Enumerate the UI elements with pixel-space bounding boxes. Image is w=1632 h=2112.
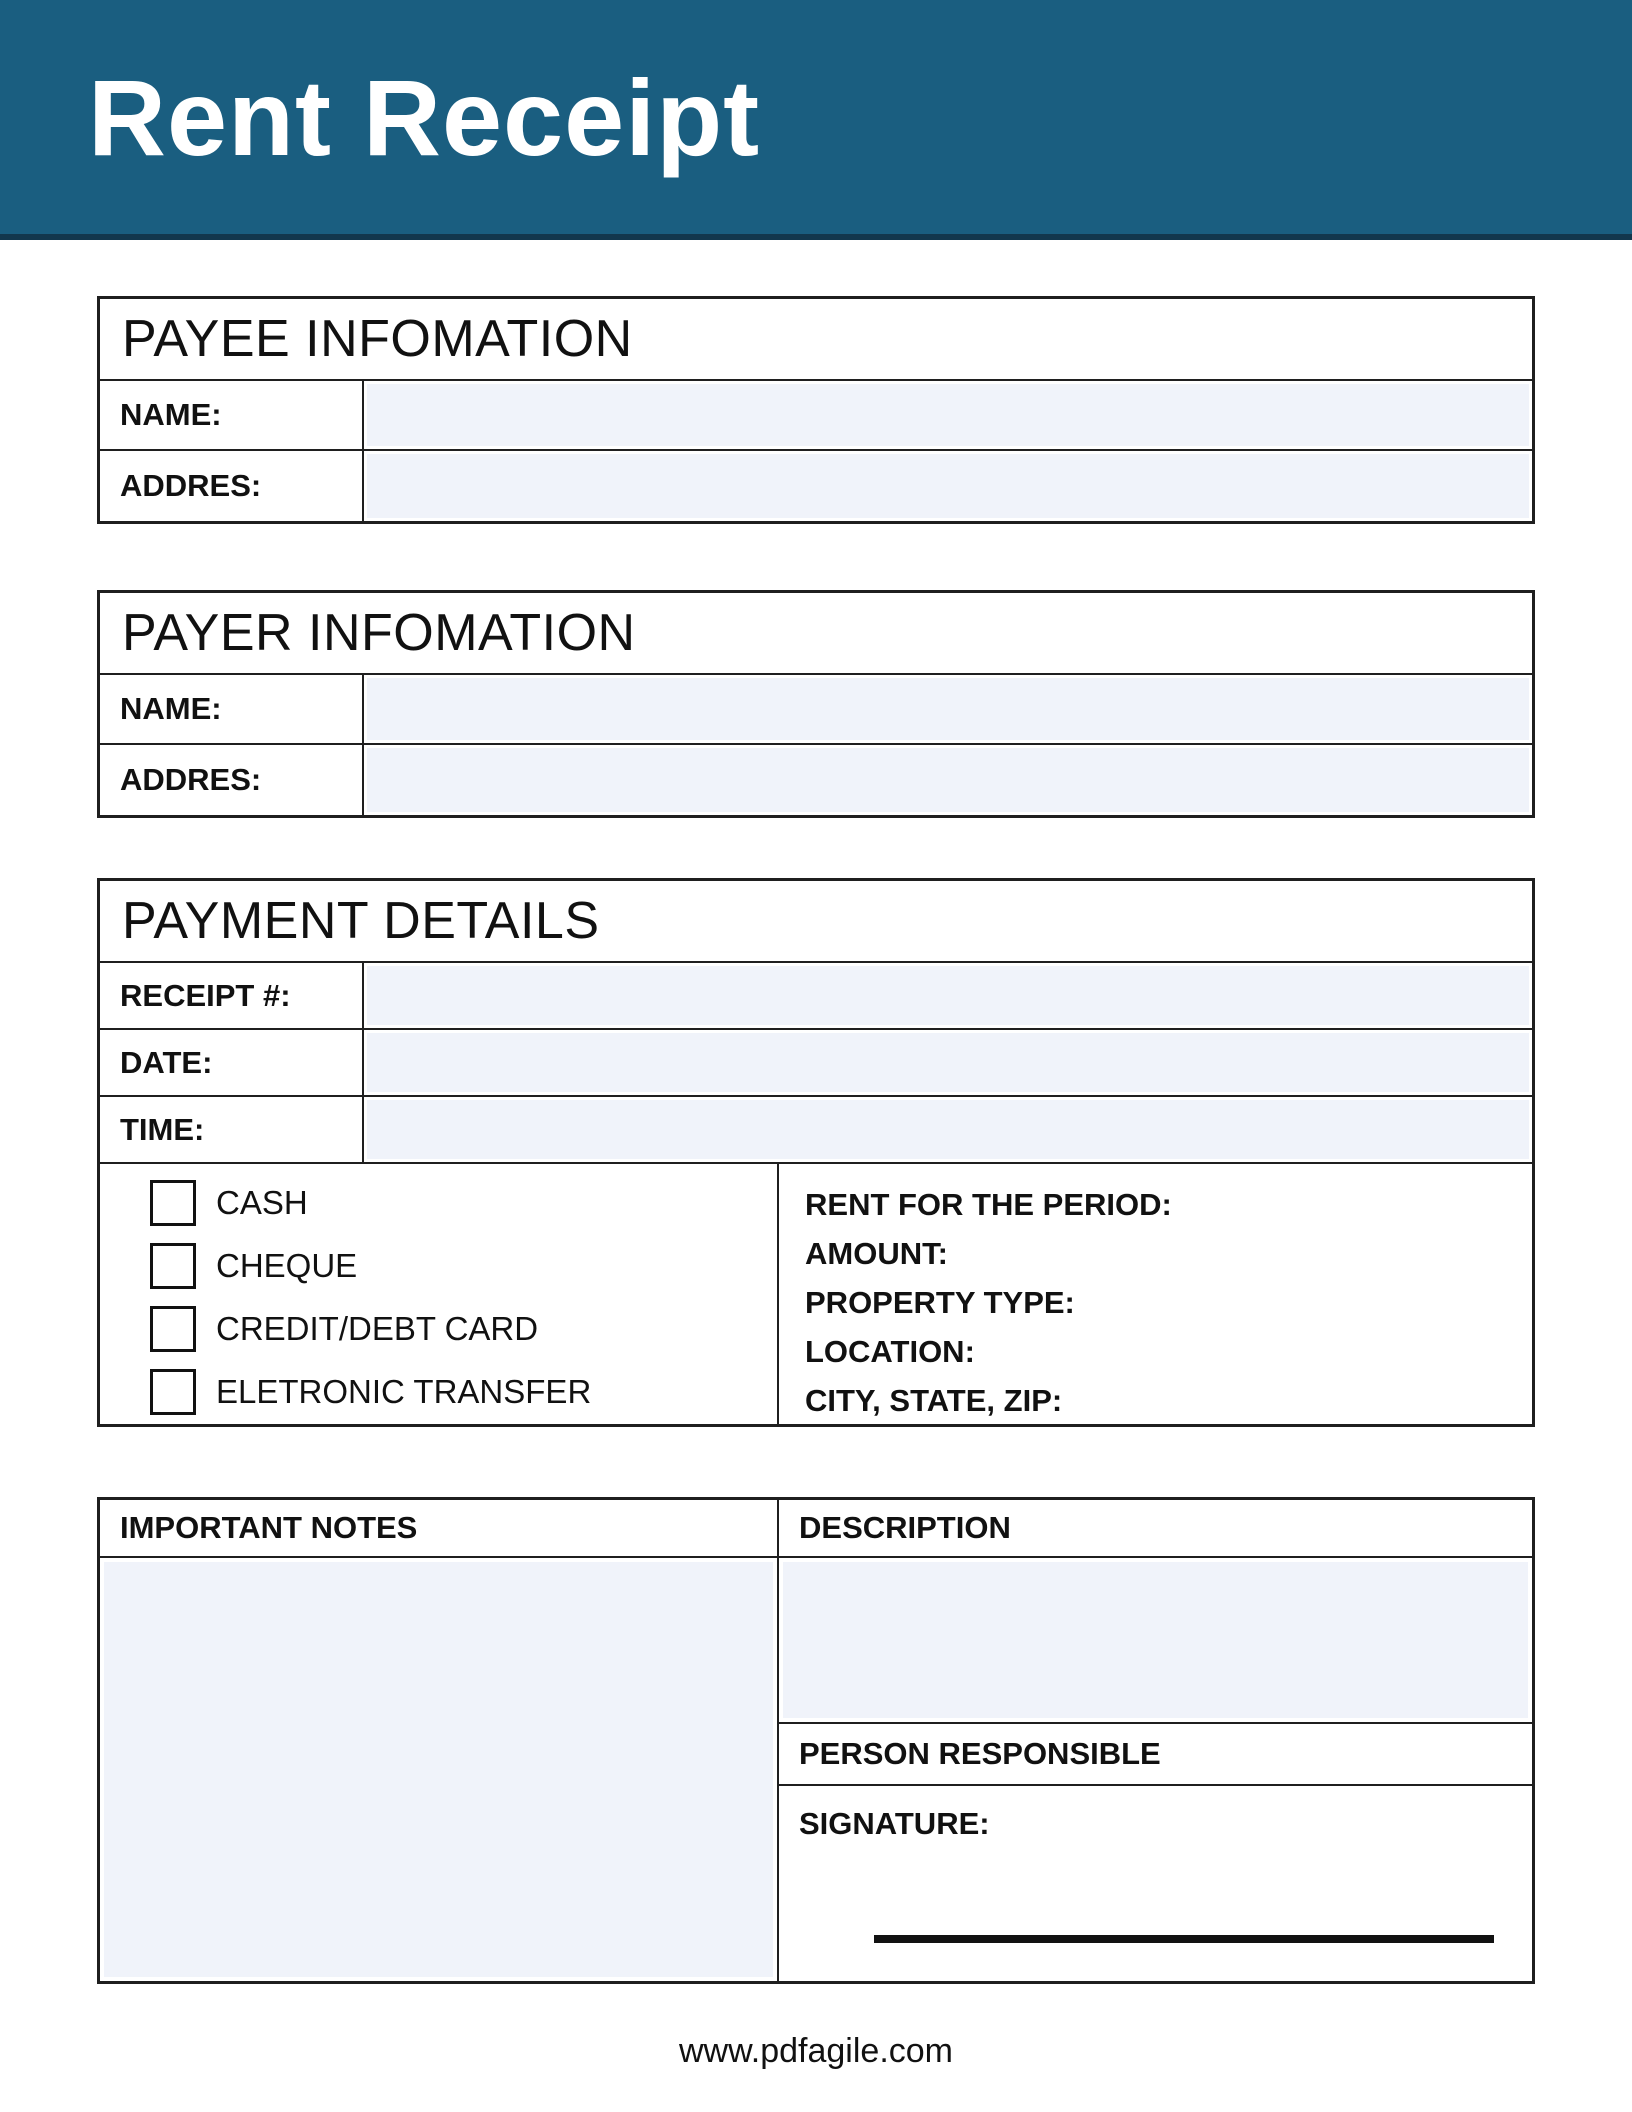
payer-name-label-cell [100,675,364,743]
property-type-label: PROPERTY TYPE: [805,1285,1075,1320]
payee-info-section [97,296,1535,524]
important-notes-area[interactable] [100,1558,777,1981]
description-header: DESCRIPTION [799,1510,1011,1545]
table-row [100,745,1532,815]
payer-section-title: PAYER INFOMATION [122,604,636,662]
payer-address-field[interactable] [364,745,1532,815]
table-row [100,675,1532,745]
rent-period-label: RENT FOR THE PERIOD: [805,1187,1172,1222]
description-header-row [779,1500,1532,1558]
electronic-transfer-label: ELETRONIC TRANSFER [216,1373,592,1410]
signature-cell [779,1786,1532,1981]
location-label: LOCATION: [805,1334,975,1369]
description-column [779,1500,1532,1981]
payer-section-header [100,593,1532,675]
payee-name-label: NAME: [120,397,222,432]
payment-methods-cell [100,1164,779,1424]
payment-method-row [100,1164,1532,1424]
cash-label: CASH [216,1184,308,1221]
payer-address-label-cell [100,745,364,815]
footer-url[interactable]: www.pdfagile.com [678,2032,953,2070]
time-label: TIME: [120,1111,205,1147]
description-area[interactable] [779,1558,1532,1724]
time-field[interactable] [364,1097,1532,1162]
cheque-checkbox[interactable] [150,1243,196,1289]
important-notes-column [100,1500,779,1981]
receipt-number-field[interactable] [364,963,1532,1028]
cash-checkbox[interactable] [150,1180,196,1226]
payment-method-cheque [150,1243,777,1289]
payee-section-title: PAYEE INFOMATION [122,310,633,368]
receipt-number-label-cell [100,963,364,1028]
payer-name-field[interactable] [364,675,1532,743]
payment-method-electronic-transfer [150,1369,777,1415]
receipt-number-label: RECEIPT #: [120,977,291,1013]
table-row [100,451,1532,521]
table-row [100,1097,1532,1164]
city-state-zip-label: CITY, STATE, ZIP: [805,1383,1063,1418]
rent-details-cell [779,1164,1532,1424]
payment-details-section [97,878,1535,1427]
payee-name-label-cell [100,381,364,449]
payer-name-label: NAME: [120,691,222,726]
payer-info-section [97,590,1535,818]
time-label-cell [100,1097,364,1162]
payee-address-field[interactable] [364,451,1532,521]
credit-debt-card-checkbox[interactable] [150,1306,196,1352]
important-notes-header: IMPORTANT NOTES [120,1510,418,1545]
footer [0,2032,1632,2071]
payment-method-cash [150,1180,777,1226]
table-row [100,963,1532,1030]
page-title: Rent Receipt [88,56,761,178]
payment-method-credit-debt-card [150,1306,777,1352]
payee-address-label: ADDRES: [120,468,262,503]
payment-section-title: PAYMENT DETAILS [122,892,600,950]
credit-debt-card-label: CREDIT/DEBT CARD [216,1310,539,1347]
table-row [100,1030,1532,1097]
date-label-cell [100,1030,364,1095]
table-row [100,381,1532,451]
payee-section-header [100,299,1532,381]
date-label: DATE: [120,1044,213,1080]
payee-address-label-cell [100,451,364,521]
cheque-label: CHEQUE [216,1247,358,1284]
electronic-transfer-checkbox[interactable] [150,1369,196,1415]
person-responsible-row [779,1724,1532,1786]
important-notes-header-row [100,1500,777,1558]
date-field[interactable] [364,1030,1532,1095]
notes-description-section [97,1497,1535,1984]
payee-name-field[interactable] [364,381,1532,449]
signature-label: SIGNATURE: [799,1806,990,1841]
payer-address-label: ADDRES: [120,762,262,797]
amount-label: AMOUNT: [805,1236,948,1271]
payment-section-header [100,881,1532,963]
signature-line[interactable] [874,1935,1494,1943]
header-banner [0,0,1632,240]
person-responsible-label: PERSON RESPONSIBLE [799,1736,1161,1771]
